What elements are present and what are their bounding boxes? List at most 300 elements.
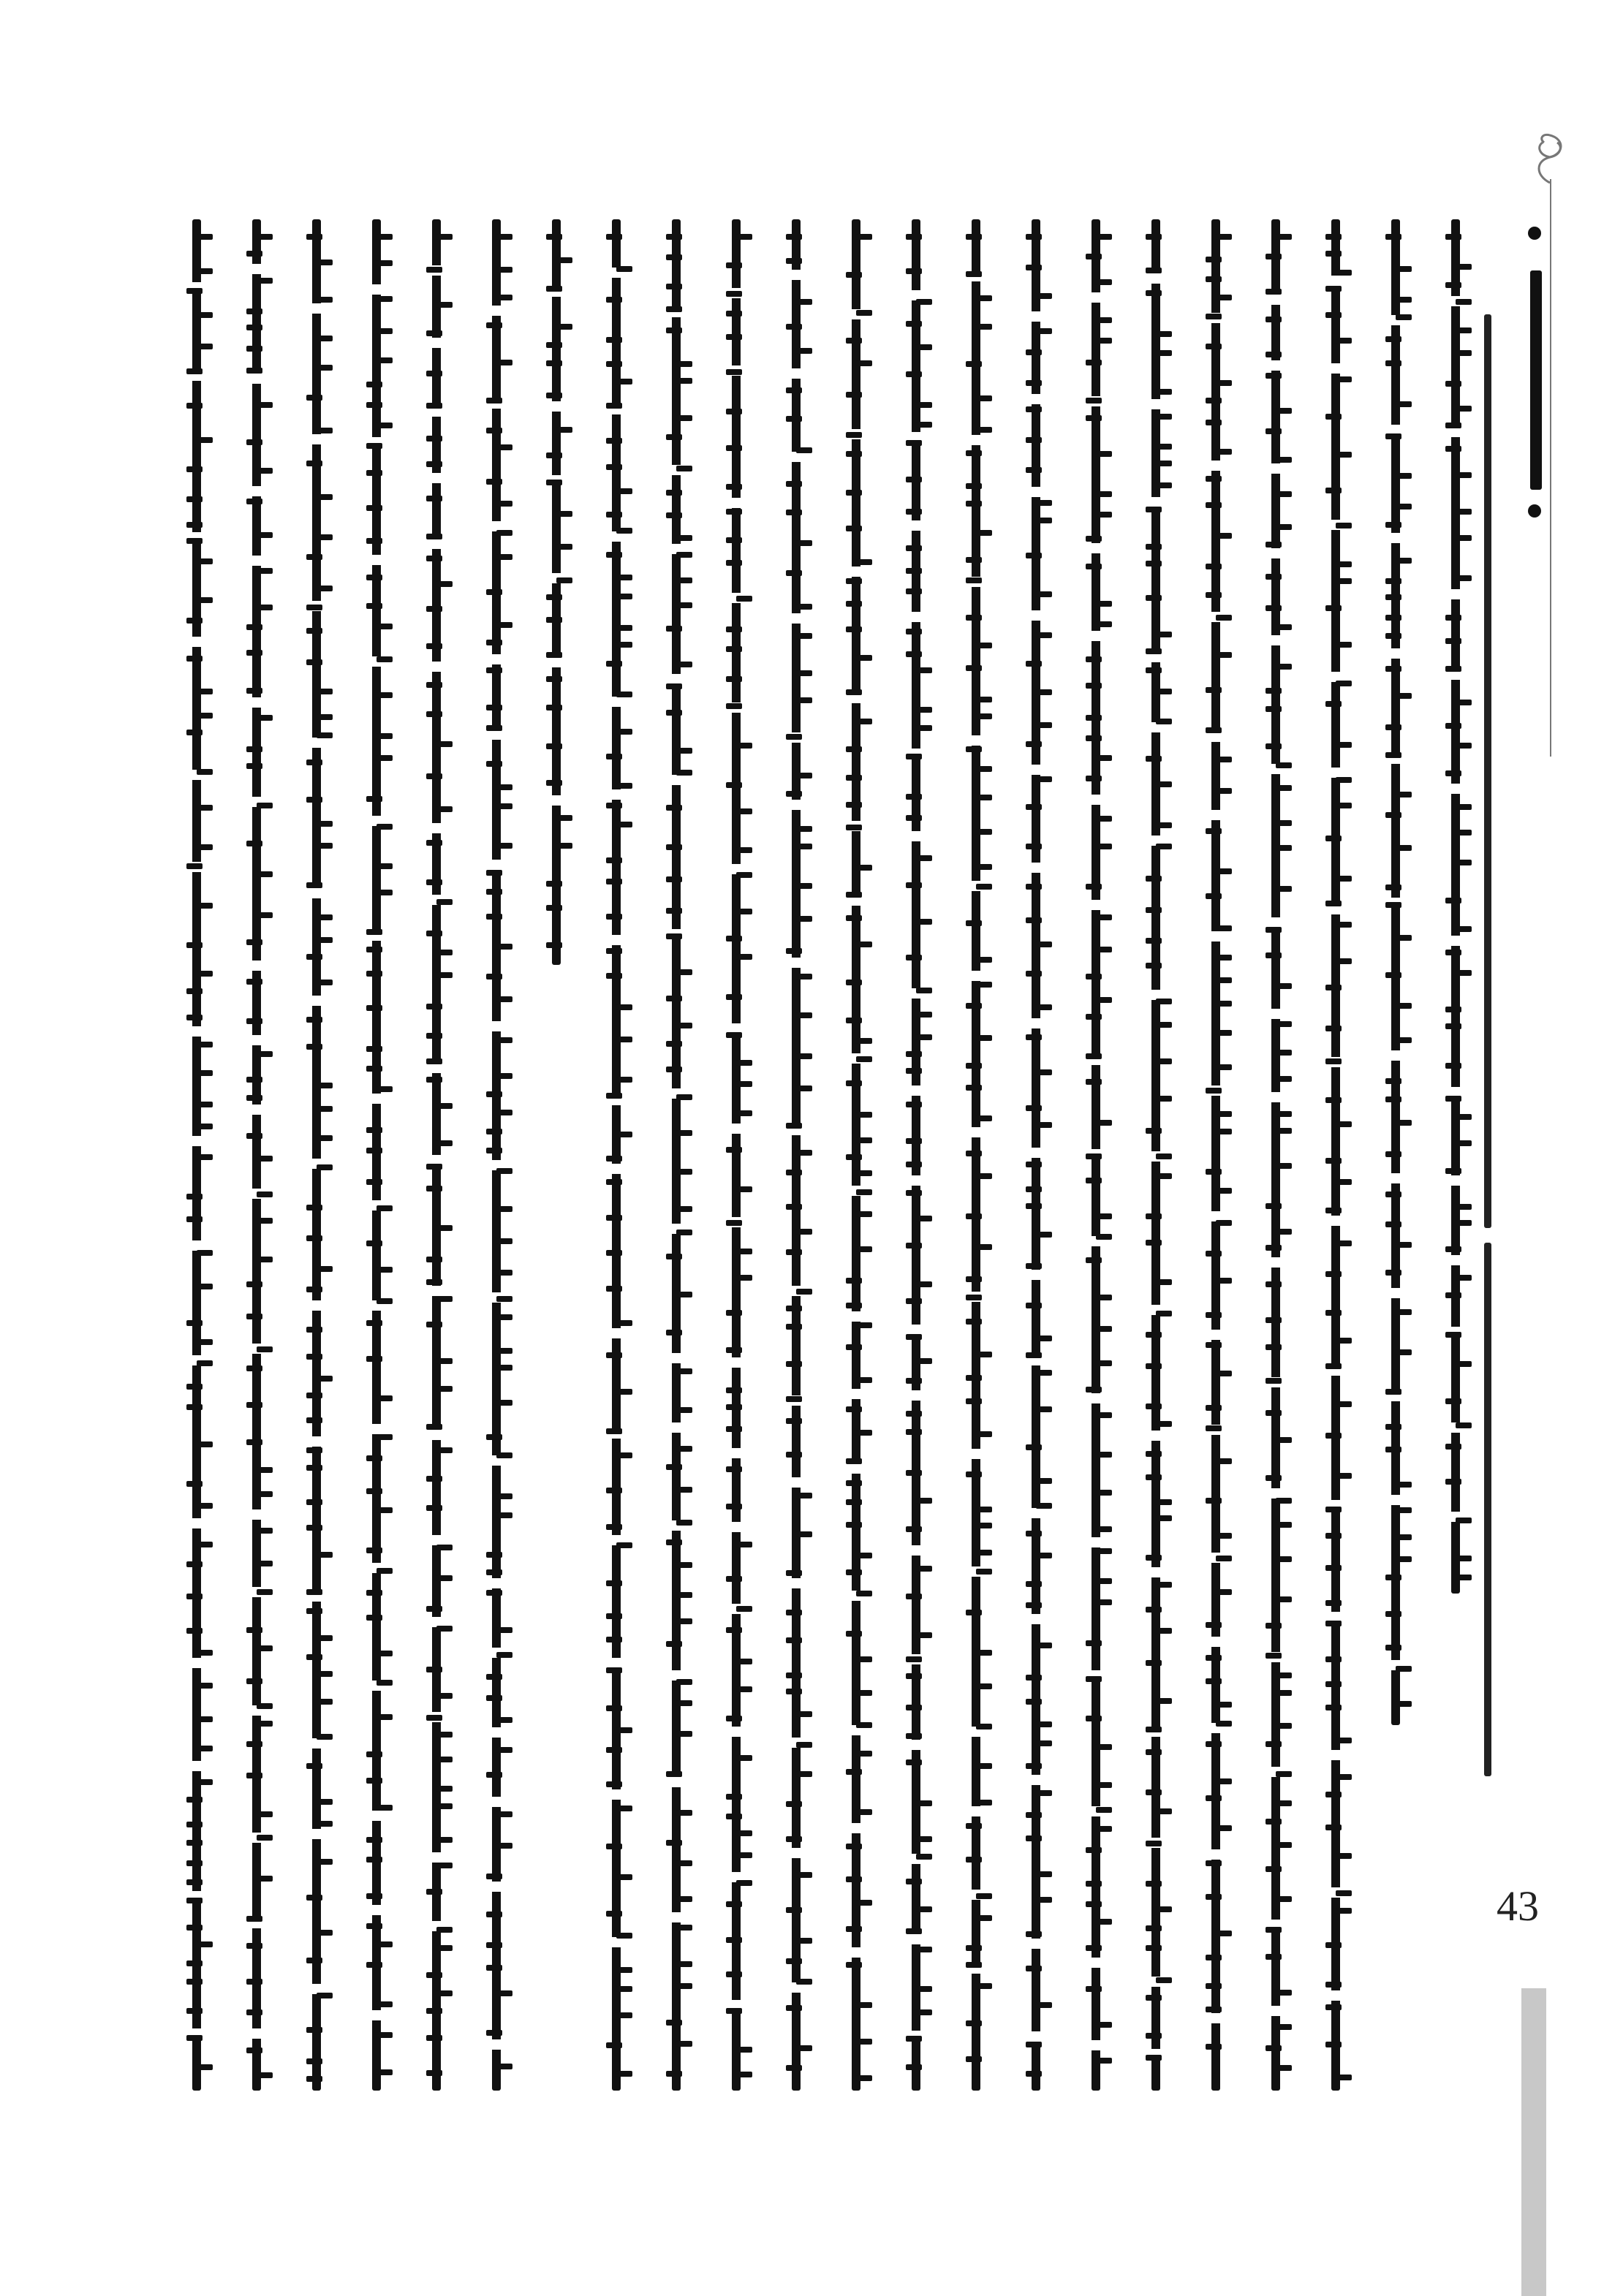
body-text [186,219,1488,2091]
glyph-tick [1276,1556,1292,1562]
glyph-tick [246,251,262,257]
glyph-tick [1336,1908,1352,1914]
glyph-tick [916,344,932,350]
glyph-tick [1456,1556,1472,1561]
glyph-tick [976,1431,992,1437]
glyph-tick [246,1314,262,1319]
glyph-tick [306,628,322,634]
glyph-tick [786,1836,802,1842]
glyph-tick [726,1347,742,1353]
glyph-tick [1026,234,1042,240]
glyph-tick [436,741,453,747]
glyph-tick [246,746,262,752]
word-gap [1325,768,1346,778]
glyph-tick [606,948,622,954]
glyph-tick [1396,935,1412,941]
glyph-tick [246,2009,262,2015]
glyph-tick [1036,1790,1052,1796]
glyph-tick [1266,1623,1282,1629]
glyph-tick [1456,1220,1472,1226]
glyph-tick [856,655,872,661]
word-gap [786,1578,806,1588]
glyph-tick [966,1151,982,1156]
glyph-tick [1325,1982,1342,1988]
glyph-tick [1396,1003,1412,1009]
glyph-tick [306,1017,322,1023]
glyph-tick [1325,1705,1342,1710]
word-gap [306,303,327,314]
glyph-tick [486,1590,502,1596]
glyph-tick [257,605,273,610]
glyph-tick [606,1156,622,1162]
glyph-tick [246,1365,262,1371]
glyph-tick [197,1070,213,1076]
glyph-tick [796,299,812,305]
glyph-tick [1266,1203,1282,1209]
glyph-tick [666,1330,682,1335]
glyph-tick [1385,752,1401,758]
glyph-tick [496,501,512,507]
glyph-tick [1276,785,1292,791]
glyph-tick [846,451,862,457]
word-gap [906,831,926,841]
glyph-tick [186,1979,203,1985]
glyph-tick [846,802,862,808]
glyph-tick [856,234,872,240]
glyph-tick [1206,1498,1222,1504]
glyph-tick [556,511,572,517]
glyph-tick [1336,1890,1352,1896]
glyph-tick [786,1801,802,1807]
glyph-tick [366,1488,382,1494]
glyph-tick [306,605,322,610]
glyph-tick [906,509,922,515]
glyph-tick [726,1404,742,1410]
glyph-tick [616,1452,632,1458]
glyph-tick [317,1821,333,1827]
glyph-tick [1086,1178,1102,1183]
glyph-tick [306,1447,322,1453]
word-gap [1266,1092,1286,1102]
glyph-tick [197,903,213,909]
glyph-tick [186,466,203,472]
glyph-tick [436,899,453,905]
glyph-tick [1336,561,1352,567]
word-gap [906,1175,926,1186]
glyph-tick [257,1645,273,1651]
glyph-tick [377,1941,393,1947]
glyph-tick [197,558,213,564]
glyph-tick [1096,914,1112,920]
word-gap [606,1789,627,1800]
glyph-tick [606,1488,622,1493]
glyph-tick [1396,1242,1412,1248]
word-gap [786,270,806,280]
glyph-tick [317,1930,333,1936]
word-gap [306,1300,327,1311]
word-gap [1266,463,1286,474]
glyph-tick [1026,1531,1042,1537]
glyph-tick [496,1652,512,1658]
glyph-tick [976,884,992,890]
glyph-tick [197,597,213,603]
glyph-tick [246,1678,262,1684]
glyph-tick [186,1194,203,1200]
glyph-tick [1146,756,1162,762]
glyph-tick [1206,893,1222,899]
glyph-tick [486,398,502,403]
glyph-tick [486,914,502,920]
glyph-tick [1026,844,1042,849]
glyph-tick [616,488,632,494]
glyph-tick [1266,1866,1282,1872]
word-gap [306,1829,327,1839]
glyph-tick [306,1393,322,1398]
glyph-tick [1396,314,1412,320]
glyph-tick [1036,1004,1052,1010]
glyph-tick [1385,594,1401,600]
glyph-tick [976,1173,992,1179]
glyph-tick [366,603,382,609]
glyph-tick [1396,1534,1412,1540]
glyph-tick [786,234,802,240]
glyph-tick [666,1771,682,1777]
glyph-tick [846,1876,862,1882]
glyph-tick [1146,544,1162,550]
glyph-tick [906,568,922,574]
glyph-tick [736,954,752,960]
glyph-tick [726,1794,742,1800]
glyph-tick [426,879,442,885]
glyph-tick [1146,2055,1162,2061]
glyph-tick [846,1018,862,1023]
glyph-tick [1206,1425,1222,1431]
glyph-tick [726,1426,742,1432]
glyph-tick [856,1553,872,1558]
glyph-tick [186,1015,203,1020]
glyph-tick [1276,1128,1292,1134]
glyph-tick [426,436,442,442]
glyph-tick [366,971,382,977]
glyph-tick [257,1811,273,1817]
word-gap [246,1105,267,1115]
glyph-tick [736,1060,752,1066]
glyph-tick [186,730,203,735]
glyph-tick [366,1148,382,1153]
glyph-tick [796,844,812,849]
glyph-tick [606,1911,622,1917]
glyph-tick [1216,757,1232,762]
word-gap [966,971,986,981]
word-gap [1026,1775,1046,1785]
glyph-tick [246,763,262,769]
glyph-tick [1276,1498,1292,1504]
glyph-tick [1086,1945,1102,1951]
glyph-tick [377,1805,393,1811]
glyph-tick [1336,376,1352,382]
glyph-tick [616,1004,632,1010]
glyph-tick [486,974,502,980]
glyph-tick [606,1524,622,1530]
glyph-tick [726,484,742,490]
glyph-tick [856,1056,872,1062]
glyph-tick [786,387,802,393]
glyph-tick [966,557,982,563]
glyph-tick [1336,742,1352,748]
glyph-tick [486,2030,502,2036]
glyph-tick [1146,1474,1162,1480]
glyph-tick [676,1731,692,1737]
word-gap [1146,399,1166,409]
word-gap [1086,631,1106,641]
glyph-tick [846,490,862,496]
word-gap [246,374,267,384]
word-gap [1026,1270,1046,1280]
glyph-tick [1086,1053,1102,1059]
glyph-tick [1276,408,1292,414]
glyph-tick [726,445,742,451]
glyph-tick [1026,1699,1042,1705]
glyph-tick [257,1703,273,1709]
word-gap [1445,936,1466,946]
glyph-tick [736,1659,752,1664]
glyph-tick [186,618,203,624]
glyph-tick [1385,812,1401,818]
glyph-tick [486,1942,502,1948]
glyph-tick [1096,816,1112,822]
glyph-tick [676,1169,692,1175]
glyph-tick [186,656,203,662]
glyph-tick [976,324,992,330]
glyph-tick [366,1127,382,1133]
glyph-tick [246,346,262,352]
glyph-tick [846,689,862,695]
glyph-tick [1325,1656,1342,1662]
glyph-tick [676,577,692,583]
glyph-tick [317,1376,333,1382]
glyph-tick [906,1162,922,1167]
glyph-tick [1096,1744,1112,1750]
glyph-tick [1036,1069,1052,1075]
glyph-tick [546,452,562,458]
glyph-tick [1396,401,1412,407]
glyph-tick [1086,1901,1102,1907]
glyph-tick [976,427,992,433]
glyph-tick [1206,1169,1222,1175]
glyph-tick [317,689,333,694]
glyph-tick [556,815,572,821]
glyph-tick [1266,254,1282,259]
glyph-tick [317,1552,333,1558]
glyph-tick [306,797,322,803]
glyph-tick [1206,257,1222,262]
glyph-tick [676,1292,692,1297]
glyph-tick [1146,1555,1162,1561]
glyph-tick [496,1238,512,1244]
glyph-tick [616,1986,632,1992]
glyph-tick [197,1683,213,1689]
glyph-tick [486,589,502,595]
glyph-tick [1206,476,1222,482]
glyph-tick [1206,1655,1222,1661]
glyph-tick [317,494,333,500]
word-gap [1445,1175,1466,1186]
glyph-tick [666,908,682,914]
word-gap [1086,795,1106,805]
glyph-tick [1385,884,1401,890]
glyph-tick [546,234,562,240]
glyph-tick [1156,414,1172,420]
word-gap [606,697,627,707]
word-gap [1325,276,1346,286]
glyph-tick [916,707,932,713]
glyph-tick [496,295,512,300]
glyph-tick [966,1398,982,1404]
glyph-tick [366,796,382,802]
glyph-tick [1096,317,1112,323]
glyph-tick [436,1447,453,1453]
glyph-tick [1146,1881,1162,1887]
word-gap [246,1035,267,1045]
glyph-tick [306,954,322,960]
glyph-tick [1026,1263,1042,1269]
glyph-tick [676,1407,692,1413]
glyph-tick [1036,1503,1052,1509]
glyph-tick [186,988,203,994]
glyph-tick [1096,1599,1112,1605]
glyph-tick [906,545,922,551]
glyph-tick [1266,1378,1282,1384]
glyph-tick [726,560,742,566]
glyph-tick [1216,1030,1232,1036]
glyph-tick [496,843,512,849]
glyph-tick [436,1545,453,1550]
glyph-tick [1096,2058,1112,2064]
glyph-tick [1456,1140,1472,1146]
text-column [366,219,387,2091]
glyph-tick [786,509,802,515]
glyph-tick [846,1480,862,1486]
header-rule [1550,179,1551,757]
glyph-tick [1325,1058,1342,1064]
glyph-tick [197,1042,213,1047]
glyph-tick [1086,884,1102,890]
side-tab-bar [1521,1988,1546,2296]
glyph-tick [1216,615,1232,621]
glyph-tick [606,1093,622,1099]
glyph-tick [1156,331,1172,337]
glyph-tick [1336,1179,1352,1185]
glyph-tick [786,1907,802,1913]
glyph-tick [786,1418,802,1424]
glyph-tick [1026,1186,1042,1192]
glyph-tick [426,643,442,649]
glyph-tick [1086,656,1102,662]
glyph-tick [1146,648,1162,654]
glyph-tick [1206,344,1222,349]
word-gap [426,1535,447,1545]
glyph-tick [1325,234,1342,240]
glyph-tick [846,980,862,985]
glyph-tick [1156,632,1172,637]
glyph-tick [846,1458,862,1464]
glyph-tick [906,588,922,594]
glyph-tick [496,1365,512,1371]
glyph-tick [486,1965,502,1971]
glyph-tick [1026,971,1042,977]
glyph-tick [306,1763,322,1769]
glyph-tick [1146,1403,1162,1409]
glyph-tick [726,1901,742,1907]
glyph-tick [606,661,622,667]
word-gap [966,1806,986,1816]
word-gap [726,498,746,508]
word-gap [306,434,327,444]
glyph-tick [1325,1271,1342,1277]
word-gap [246,486,267,496]
glyph-tick [377,1680,393,1686]
glyph-tick [306,2027,322,2033]
glyph-tick [1336,803,1352,808]
glyph-tick [1216,1931,1232,1936]
glyph-tick [436,1945,453,1951]
glyph-tick [1206,1741,1222,1747]
glyph-tick [786,734,802,740]
glyph-tick [436,950,453,955]
glyph-tick [1156,1698,1172,1704]
glyph-tick [496,1348,512,1354]
glyph-tick [306,1417,322,1423]
glyph-tick [1325,1621,1342,1626]
glyph-tick [736,1110,752,1116]
glyph-tick [906,2064,922,2070]
glyph-tick [257,2072,273,2078]
glyph-tick [976,1724,992,1729]
glyph-tick [976,1550,992,1556]
glyph-tick [616,2071,632,2077]
glyph-tick [366,1778,382,1784]
glyph-tick [496,554,512,560]
glyph-tick [1456,743,1472,749]
glyph-tick [856,1430,872,1436]
glyph-tick [976,982,992,988]
glyph-tick [246,1439,262,1445]
glyph-tick [1385,1389,1401,1395]
word-gap [906,1934,926,1944]
glyph-tick [906,1879,922,1884]
glyph-tick [1036,689,1052,695]
glyph-tick [976,713,992,719]
glyph-tick [846,1769,862,1775]
glyph-tick [1336,777,1352,783]
glyph-tick [916,422,932,428]
glyph-tick [1026,437,1042,443]
glyph-tick [856,1189,872,1195]
glyph-tick [486,725,502,731]
glyph-tick [1036,1871,1052,1877]
word-gap [1206,1330,1226,1340]
text-column [1026,219,1046,2091]
glyph-tick [786,1610,802,1615]
glyph-tick [786,948,802,954]
glyph-tick [1456,406,1472,412]
glyph-tick [786,570,802,576]
glyph-tick [1325,1681,1342,1687]
glyph-tick [676,1520,692,1526]
glyph-tick [796,1150,812,1156]
glyph-tick [1445,234,1461,240]
glyph-tick [1216,1111,1232,1117]
